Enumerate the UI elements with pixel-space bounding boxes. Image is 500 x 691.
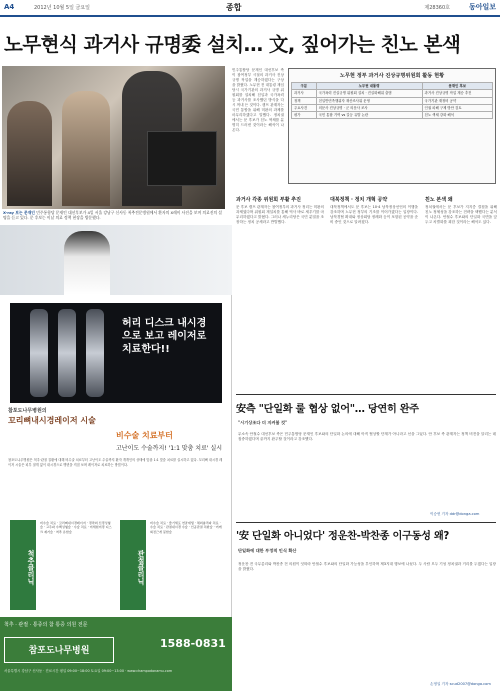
section-divider [236,394,496,395]
spine-image [58,309,76,397]
table-cell: 의문사 진상규명 · 군 의문사 조사 [316,104,422,111]
table-header: 구분 [292,83,317,90]
table-cell: 정책 [292,97,317,104]
subhead-1: 과거사 각종 위원회 부활 추진 [236,197,301,203]
masthead [0,0,500,17]
table-header: 노무현 대통령 [316,83,422,90]
spine-image [86,309,104,397]
person-figure [62,91,110,206]
paper-name: 동아일보 [468,3,496,11]
photo-caption [3,210,224,220]
table-cell: 국민 통합 기여 vs 갈등 유발 논란 [316,112,422,119]
hospital-advertisement [0,225,232,691]
caption-lead: X-ray 보는 문재인 [3,210,35,215]
subhead-2: 대북정책 · 정치 개혁 공약 [330,197,388,203]
issue-code: 제28360호 [424,5,450,11]
story2-deck: "시기상조다 더 지켜볼 것" [238,420,288,425]
story3-headline: '安 단일화 아니었다' 정운찬-박찬종 이구동성 왜? [236,531,450,542]
news-photo [2,66,225,209]
ad-footer-tagline: 척추 · 관절 · 통증의 참 통증 의원 전문 [4,622,88,628]
story3-body: 정운찬 전 국무총리와 박찬종 전 의원이 잇따라 안철수 후보와의 단일화 가능성을 부인하며 제3지대 행보에 나섰다. 두 사람 모두 기성 정치권과 거리를 두겠다는 입장을 밝혔다. [238,562,496,571]
table-row [292,112,493,119]
ad-hero [0,225,232,295]
page-number: A4 [4,3,15,11]
ad-spine-list: 비수술 치료 · 꼬리뼈내시경레이저 · 경막외 신경성형술 · 고주파 수핵성형술 · 수술 치료 · 미세현미경 디스크 제거술 · 척추 유합술 [40,521,112,534]
table-row [292,90,493,97]
summary-table [291,82,493,119]
section-divider [236,522,496,523]
ad-address: 서울특별시 강남구 신사동 · 진료시간 평일 09:00~18:00 토요일 09:00~13:00 · www.champodonamu.com [4,669,173,673]
ad-joint-list: 비수술 치료 · 줄기세포 연골재생 · 체외충격파 치료 · 수술 치료 · 관절내시경 수술 · 인공관절 치환술 · 어깨 회전근개 봉합술 [150,521,222,534]
hospital-logo: 참포도나무병원 [4,637,114,663]
ad-sub-text: 고난이도 수술까지! '1:1 맞춤 치료' 실시 [116,445,223,452]
table-row [292,104,493,111]
subhead-3: 친노 본색 왜 [425,197,453,203]
main-body-col1: 민주통합당 문재인 대선후보 측이 참여정부 시절의 과거사 진상규명 작업을 계승하겠다는 구상을 밝혔다. 노무현 전 대통령 재임 당시 국가기관의 과거사 규명 위원회를 설치해 친일과 국가폭력 등 과거사를 조사했던 방식을 다시 꺼내 든 것이다. 캠프 관계자는 국민 통합을 위해 미완의 과제를 마무리하겠다고 말했다. 정치권에서는 문 후보가 친노 색채를 분명히 드러낸 것이라는 해석이 나온다. [232,68,284,132]
body-col-left: 문 후보 캠프 관계자는 참여정부의 과거사 정리는 미완의 과제였다며 위원회 재설치를 통해 역사 바로 세우기를 마무리하겠다고 밝혔다. 그러나 새누리당은 국민 분열을 조장하는 정치 공세라고 반발했다. [236,205,324,224]
ad-footer [0,617,232,691]
story2-body: 무소속 안철수 대선후보 측은 민주통합당 문재인 후보와의 단일화 논의에 대해 아직 협상할 단계가 아니라고 선을 그었다. 안 후보 측 관계자는 정책 비전을 알리는 데 집중하겠다며 끝까지 완주할 것이라고 강조했다. [238,432,496,441]
section-title: 종합 [226,3,242,12]
table-cell: 주요사건 [292,104,317,111]
ad-joint-label: 관절클리닉 [120,520,146,610]
body-col-right: 정치권에서는 문 후보가 지지층 결집을 위해 친노 정체성을 강조하는 전략을 택했다는 분석이 나온다. 안철수 후보와의 단일화 국면을 앞두고 차별화를 꾀한 것이라는 해석도 있다. [425,205,497,224]
spine-image [30,309,48,397]
ad-big-text: 비수술 치료부터 [116,431,173,440]
table-header: 문재인 후보 [422,83,492,90]
summary-table-box [288,68,496,184]
story2-headline: 安측 "단일화 룰 협상 없어"… 당연히 완주 [236,404,419,415]
table-cell: 과거사 [292,90,317,97]
ad-clinic-name: 꼬리뼈내시경레이저 시술 [8,416,96,425]
table-cell: 국가기관 재정비 공약 [422,97,492,104]
table-cell: 인권 피해 구제 방안 검토 [422,104,492,111]
ad-phone: 1588-0831 [160,637,226,650]
table-row [292,97,493,104]
main-headline: 노무현식 과거사 규명委 설치… 文, 짚어가는 친노 본색 [4,33,461,56]
table-cell: 과거사 진상규명 작업 계승 추진 [422,90,492,97]
ad-paragraph: 참포도나무병원은 척추·관절 질환에 대해 비수술 치료부터 고난이도 수술까지 환자 개개인의 상태에 맞춘 1:1 맞춤 치료를 실시하고 있다. 꼬리뼈 내시경 레이저 시술은 피부 절개 없이 내시경으로 병변을 직접 보며 레이저로 치료하는 방법이다. [8,458,223,467]
table-cell: 친일반민족행위자 재산조사위 운영 [316,97,422,104]
ad-slogan: 허리 디스크 내시경으로 보고 레이저로 치료한다!! [122,318,207,355]
story2-byline: 이승헌 기자 ddr@donga.com [430,512,480,516]
doctor-figure [64,231,110,295]
table-title: 노무현 정부 과거사 진상규명위원회 활동 현황 [339,73,445,79]
table-cell: 국가폭력 진실규명 위원회 설치 · 진실화해위 출범 [316,90,422,97]
table-cell: 평가 [292,112,317,119]
table-cell: 친노 색채 강화 해석 [422,112,492,119]
story3-deck: 단일화에 대한 부정적 인식 확산 [238,548,297,553]
issue-date: 2012년 10월 5일 금요일 [34,5,91,11]
ad-hospital-tagline: 참포도나무병원의 [8,408,47,414]
body-col-mid: 대북정책에서도 문 후보는 10·4 남북정상선언의 이행을 강조하며 노무현 정부의 기조를 이어가겠다는 입장이다. 남북경협 확대와 정상회담 정례화 등이 포함된 공약을 준비 중인 것으로 알려졌다. [330,205,418,224]
story3-byline: 손영일 기자 scud2007@donga.com [430,682,491,686]
person-figure [7,101,52,206]
ad-spine-label: 척추클리닉 [10,520,36,610]
caption-text: 민주통합당 문재인 대선후보가 4일 서울 강남구 신사동 척추전문병원에서 환자의 X레이 사진을 보며 의료진의 설명을 듣고 있다. 문 후보는 이날 의료 정책 현장을 방문했다. [3,210,222,220]
xray-monitor [147,131,217,186]
